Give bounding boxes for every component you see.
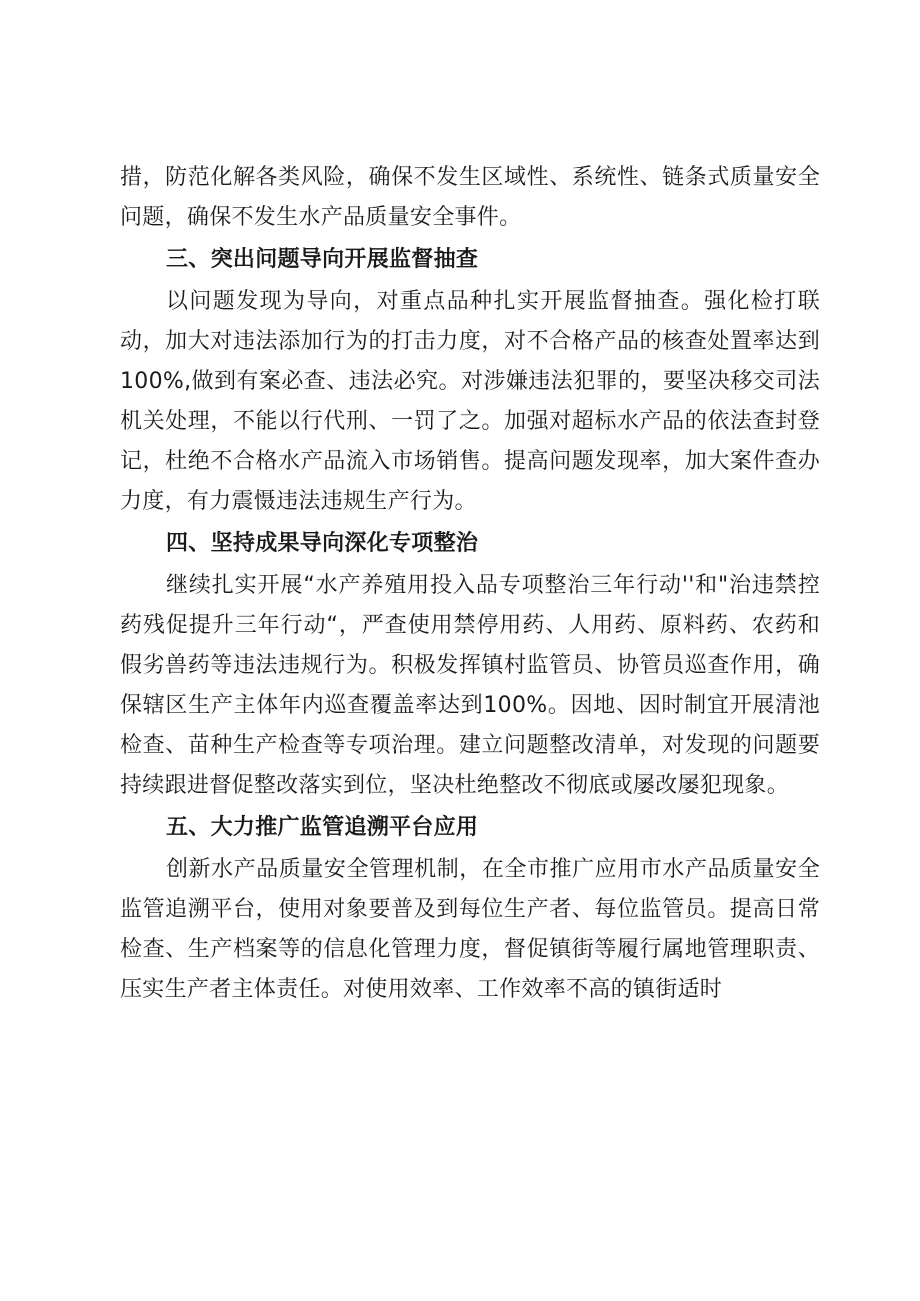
section-heading-3: 三、突出问题导向开展监督抽查 [166,247,479,272]
section-heading-4: 四、坚持成果导向深化专项整治 [166,531,479,556]
section-heading-5: 五、大力推广监管追溯平台应用 [166,815,479,840]
paragraph-continued: 措，防范化解各类风险，确保不发生区域性、系统性、链条式质量安全问题，确保不发生水产品质量安全事件。 [120,165,820,230]
document-body [120,158,820,1010]
paragraph-section-5: 创新水产品质量安全管理机制，在全市推广应用市水产品质量安全监管追溯平台，使用对象要普及到每位生产者、每位监管员。提高日常检查、生产档案等的信息化管理力度，督促镇街等履行属地管理职责、压实生产者主体责任。对使用效率、工作效率不高的镇街适时 [120,857,820,1002]
paragraph-section-3: 以问题发现为导向，对重点品种扎实开展监督抽查。强化检打联动，加大对违法添加行为的打击力度，对不合格产品的核查处置率达到100%,做到有案必查、违法必究。对涉嫌违法犯罪的，要坚决移交司法机关处理，不能以行代刑、一罚了之。加强对超标水产品的依法查封登记，杜绝不合格水产品流入市场销售。提高问题发现率，加大案件查办力度，有力震慑违法违规生产行为。 [120,289,820,514]
paragraph-section-4: 继续扎实开展“水产养殖用投入品专项整治三年行动''和"治违禁控药残促提升三年行动“，严查使用禁停用药、人用药、原料药、农药和假劣兽药等违法违规行为。积极发挥镇村监管员、协管员巡查作用，确保辖区生产主体年内巡查覆盖率达到100%。因地、因时制宜开展清池检查、苗种生产检查等专项治理。建立问题整改清单，对发现的问题要持续跟进督促整改落实到位，坚决杜绝整改不彻底或屡改屡犯现象。 [120,573,820,798]
